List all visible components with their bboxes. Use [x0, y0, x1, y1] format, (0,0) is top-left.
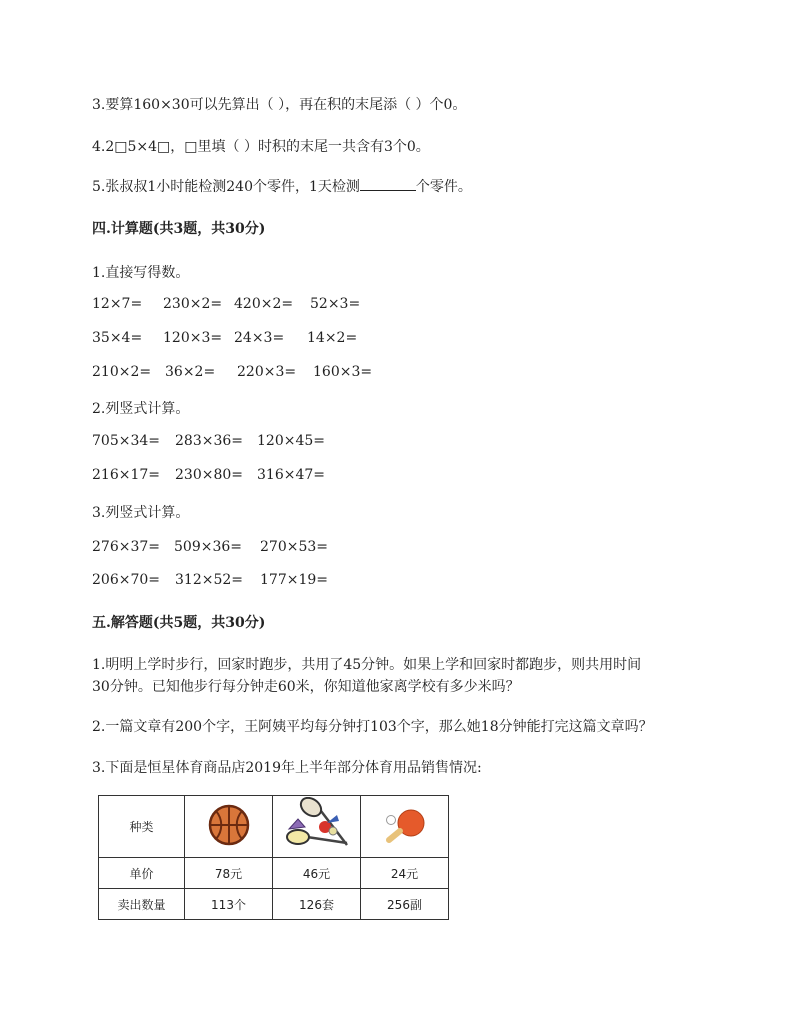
sales-table — [98, 795, 449, 920]
problem: 270×53= — [260, 539, 328, 555]
badminton-racket-icon — [281, 797, 353, 853]
section-5-heading: 五.解答题(共5题，共30分) — [92, 615, 266, 631]
problem: 14×2= — [307, 330, 358, 346]
price-cell: 46元 — [273, 858, 361, 889]
calc-q1-title: 1.直接写得数。 — [92, 265, 190, 281]
row-label-price: 单价 — [99, 858, 185, 889]
fill-in-question-3: 3.要算160×30可以先算出（ ），再在积的末尾添（ ）个0。 — [92, 97, 467, 113]
problem: 312×52= — [175, 572, 243, 588]
calc-q3-row — [92, 572, 328, 588]
problem: 705×34= — [92, 433, 160, 449]
calc-q2-row — [92, 433, 325, 449]
sold-cell: 256副 — [361, 889, 449, 920]
problem: 210×2= — [92, 364, 152, 380]
fill-in-question-5 — [92, 176, 472, 196]
question-5-text-after: 个零件。 — [415, 179, 472, 195]
problem: 12×7= — [92, 296, 143, 312]
row-label-kind: 种类 — [99, 796, 185, 858]
sold-cell: 113个 — [185, 889, 273, 920]
answer-blank — [360, 178, 416, 191]
word-problem-1-line-2: 30分钟。已知他步行每分钟走60米，你知道他家离学校有多少米吗？ — [92, 679, 520, 695]
word-problem-3: 3.下面是恒星体育商品店2019年上半年部分体育用品销售情况: — [92, 760, 482, 776]
word-problem-2: 2.一篇文章有200个字，王阿姨平均每分钟打103个字，那么她18分钟能打完这篇文章吗？ — [92, 719, 653, 735]
table-row-price — [99, 858, 449, 889]
ping-pong-paddle-icon — [380, 805, 430, 845]
table-row-kind — [99, 796, 449, 858]
problem: 220×3= — [237, 364, 297, 380]
problem: 24×3= — [234, 330, 285, 346]
fill-in-question-4: 4.2□5×4□，□里填（ ）时积的末尾一共含有3个0。 — [92, 139, 430, 155]
sold-cell: 126套 — [273, 889, 361, 920]
table-row-sold — [99, 889, 449, 920]
calc-q2-row — [92, 467, 325, 483]
problem: 120×45= — [257, 433, 325, 449]
problem: 420×2= — [234, 296, 294, 312]
problem: 35×4= — [92, 330, 143, 346]
calc-q3-row — [92, 539, 328, 555]
basketball-icon — [207, 803, 251, 847]
problem: 316×47= — [257, 467, 325, 483]
problem: 230×2= — [163, 296, 223, 312]
problem: 509×36= — [174, 539, 242, 555]
problem: 52×3= — [310, 296, 361, 312]
question-5-text-before: 5.张叔叔1小时能检测240个零件，1天检测 — [92, 179, 360, 195]
problem: 216×17= — [92, 467, 160, 483]
problem: 206×70= — [92, 572, 160, 588]
calc-q1-row — [92, 364, 372, 380]
problem: 160×3= — [313, 364, 373, 380]
problem: 276×37= — [92, 539, 160, 555]
problem: 283×36= — [175, 433, 243, 449]
row-label-sold: 卖出数量 — [99, 889, 185, 920]
calc-q2-title: 2.列竖式计算。 — [92, 401, 190, 417]
problem: 177×19= — [260, 572, 328, 588]
problem: 36×2= — [165, 364, 216, 380]
problem: 230×80= — [175, 467, 243, 483]
price-cell: 24元 — [361, 858, 449, 889]
calc-q1-row — [92, 330, 357, 346]
word-problem-1-line-1: 1.明明上学时步行，回家时跑步，共用了45分钟。如果上学和回家时都跑步，则共用时间 — [92, 657, 642, 673]
problem: 120×3= — [163, 330, 223, 346]
calc-q1-row — [92, 296, 360, 312]
calc-q3-title: 3.列竖式计算。 — [92, 505, 190, 521]
section-4-heading: 四.计算题(共3题，共30分) — [92, 221, 266, 237]
price-cell: 78元 — [185, 858, 273, 889]
